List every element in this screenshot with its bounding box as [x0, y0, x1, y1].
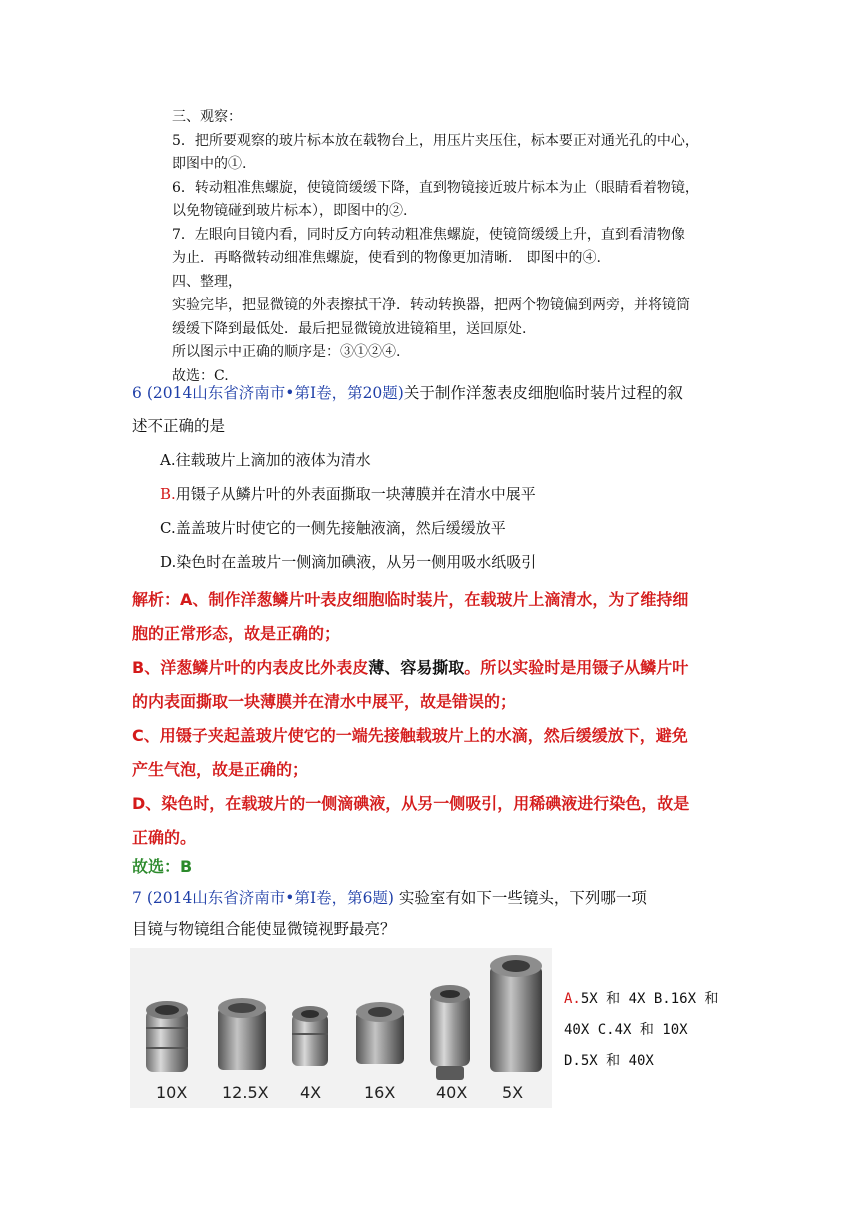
analysis-line: 胞的正常形态，故是正确的； [132, 624, 341, 643]
option-line: 40X C.4X 和 10X [564, 1022, 688, 1038]
step-text: 5．把所要观察的玻片标本放在载物台上，用压片夹压住，标本要正对通光孔的中心， [172, 132, 699, 149]
analysis-block [132, 583, 737, 855]
lens-40x [430, 985, 470, 1080]
answer-q6: 故选：B [132, 857, 193, 876]
question-source: (2014山东省济南市•第Ⅰ卷，第6题) [146, 889, 394, 907]
step-text: 为止．再略微转动细准焦螺旋，使看到的物像更加清晰． 即图中的④. [172, 250, 601, 266]
question-stem: 目镜与物镜组合能使显微镜视野最亮？ [132, 920, 396, 938]
section-heading: 三、观察： [172, 109, 242, 125]
analysis-line: D、染色时，在载玻片的一侧滴碘液，从另一侧吸引，用稀碘液进行染色，故是 [132, 794, 690, 813]
option-c: C.盖盖玻片时使它的一侧先接触液滴，然后缓缓放平 [160, 519, 506, 537]
question-7-stem [132, 886, 742, 910]
option-line: D.5X 和 40X [564, 1053, 654, 1069]
lens-5x [490, 955, 542, 1072]
option-d: D.染色时在盖玻片一侧滴加碘液，从另一侧用吸水纸吸引 [160, 553, 537, 571]
lens-photo [130, 948, 552, 1108]
step-text: 所以图示中正确的顺序是：③①②④. [172, 344, 401, 360]
step-text: 7．左眼向目镜内看，同时反方向转动粗准焦螺旋，使镜筒缓缓上升，直到看清物像 [172, 226, 685, 243]
lens-label: 4X [300, 1083, 322, 1102]
lens-illustration [130, 948, 552, 1108]
lens-4x [292, 1006, 328, 1066]
lens-label: 16X [364, 1083, 396, 1102]
lens-label: 10X [156, 1083, 188, 1102]
question-source: (2014山东省济南市•第Ⅰ卷，第20题) [146, 384, 404, 402]
lens-label: 12.5X [222, 1083, 269, 1102]
lens-label: 40X [436, 1083, 468, 1102]
step-text: 即图中的①. [172, 156, 247, 172]
lens-10x [146, 1001, 188, 1072]
step-text: 缓缓下降到最低处．最后把显微镜放进镜箱里，送回原处. [172, 320, 527, 337]
question-stem: 实验室有如下一些镜头，下列哪一项 [398, 889, 647, 907]
analysis-line: 正确的。 [132, 828, 197, 847]
question-number: 6 [132, 384, 142, 402]
section-heading: 四、整理， [172, 273, 242, 290]
analysis-line: C、用镊子夹起盖玻片使它的一端先接触载玻片上的水滴，然后缓缓放下，避免 [132, 726, 688, 745]
lens-16x [356, 1002, 404, 1064]
q7-options [564, 984, 744, 1077]
step-text: 6．转动粗准焦螺旋，使镜筒缓缓下降，直到物镜接近玻片标本为止（眼睛看着物镜， [172, 179, 699, 196]
question-stem: 关于制作洋葱表皮细胞临时装片过程的叙 [403, 384, 683, 402]
analysis-line: 解析：A、制作洋葱鳞片叶表皮细胞临时装片，在载玻片上滴清水，为了维持细 [132, 590, 689, 609]
observation-section [172, 106, 740, 388]
step-text: 以免物镜碰到玻片标本），即图中的②. [172, 203, 408, 219]
lens-label: 5X [502, 1083, 524, 1102]
option-a: A.往载玻片上滴加的液体为清水 [160, 451, 371, 469]
question-stem: 述不正确的是 [132, 417, 226, 435]
lens-12-5x [218, 998, 266, 1070]
option-b: B.用镊子从鳞片叶的外表面撕取一块薄膜并在清水中展平 [160, 485, 536, 503]
question-6-stem-cont [132, 414, 742, 438]
option-line: A.5X 和 4X B.16X 和 [564, 991, 719, 1007]
question-6-stem [132, 381, 742, 405]
analysis-line: B、洋葱鳞片叶的内表皮比外表皮薄、容易撕取。所以实验时是用镊子从鳞片叶 [132, 658, 689, 677]
step-text: 实验完毕，把显微镜的外表擦拭干净．转动转换器，把两个物镜偏到两旁，并将镜筒 [172, 297, 690, 313]
analysis-line: 产生气泡，故是正确的； [132, 760, 309, 779]
answer-text: 故选：C. [172, 367, 229, 384]
question-7-stem-cont [132, 917, 742, 941]
analysis-line: 的内表面撕取一块薄膜并在清水中展平，故是错误的； [132, 692, 517, 711]
question-number: 7 [132, 889, 142, 907]
